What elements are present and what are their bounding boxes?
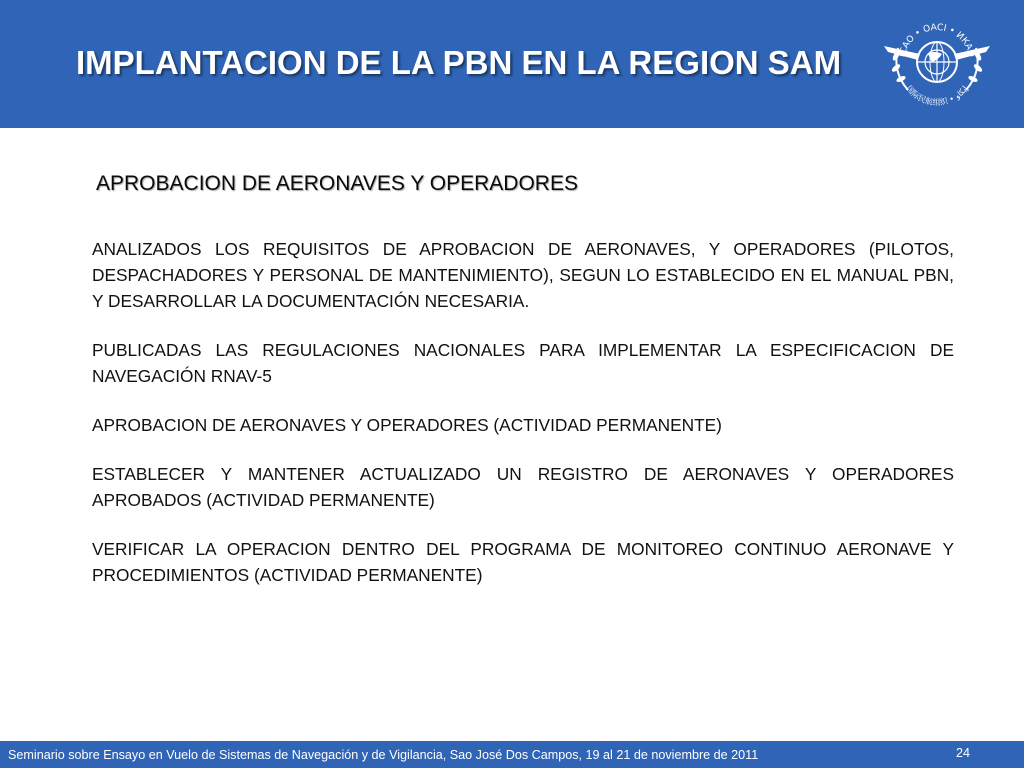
slide-title: IMPLANTACION DE LA PBN EN LA REGION SAM	[76, 44, 842, 81]
section-subtitle: APROBACION DE AERONAVES Y OPERADORES	[96, 172, 578, 195]
body-paragraph: ANALIZADOS LOS REQUISITOS DE APROBACION DE AERONAVES, Y OPERADORES (PILOTOS, DESPACHADORES Y PERSONAL DE MANTENIMIENTO), SEGUN LO ESTABLECIDO EN EL MANUAL PBN, Y DESARROLLAR LA DOCUMENTACIÓN NECESARIA.	[92, 239, 954, 311]
body-paragraph: PUBLICADAS LAS REGULACIONES NACIONALES PARA IMPLEMENTAR LA ESPECIFICACION DE NAVEGACIÓN RNAV-5	[92, 340, 954, 386]
svg-text:ICAO • OACI • ИКАО: ICAO • OACI • ИКАО	[897, 22, 977, 59]
slide-body	[92, 236, 954, 611]
slide-header	[0, 0, 1024, 128]
footer-text: Seminario sobre Ensayo en Vuelo de Sistemas de Navegación y de Vigilancia, Sao José Dos Campos, 19 al 21 de noviembre de 2011	[8, 748, 759, 762]
svg-text:国际民航组织 • إيكاو: 国际民航组织 • إيكاو	[904, 84, 970, 108]
slide-footer	[0, 741, 1024, 768]
icao-emblem-icon	[878, 6, 996, 120]
body-paragraph: ESTABLECER Y MANTENER ACTUALIZADO UN REGISTRO DE AERONAVES Y OPERADORES APROBADOS (ACTIVIDAD PERMANENTE)	[92, 464, 954, 510]
body-paragraph: APROBACION DE AERONAVES Y OPERADORES (ACTIVIDAD PERMANENTE)	[92, 415, 722, 435]
page-number: 24	[956, 746, 971, 760]
body-paragraph: VERIFICAR LA OPERACION DENTRO DEL PROGRAMA DE MONITOREO CONTINUO AERONAVE Y PROCEDIMIENTOS (ACTIVIDAD PERMANENTE)	[92, 539, 954, 585]
